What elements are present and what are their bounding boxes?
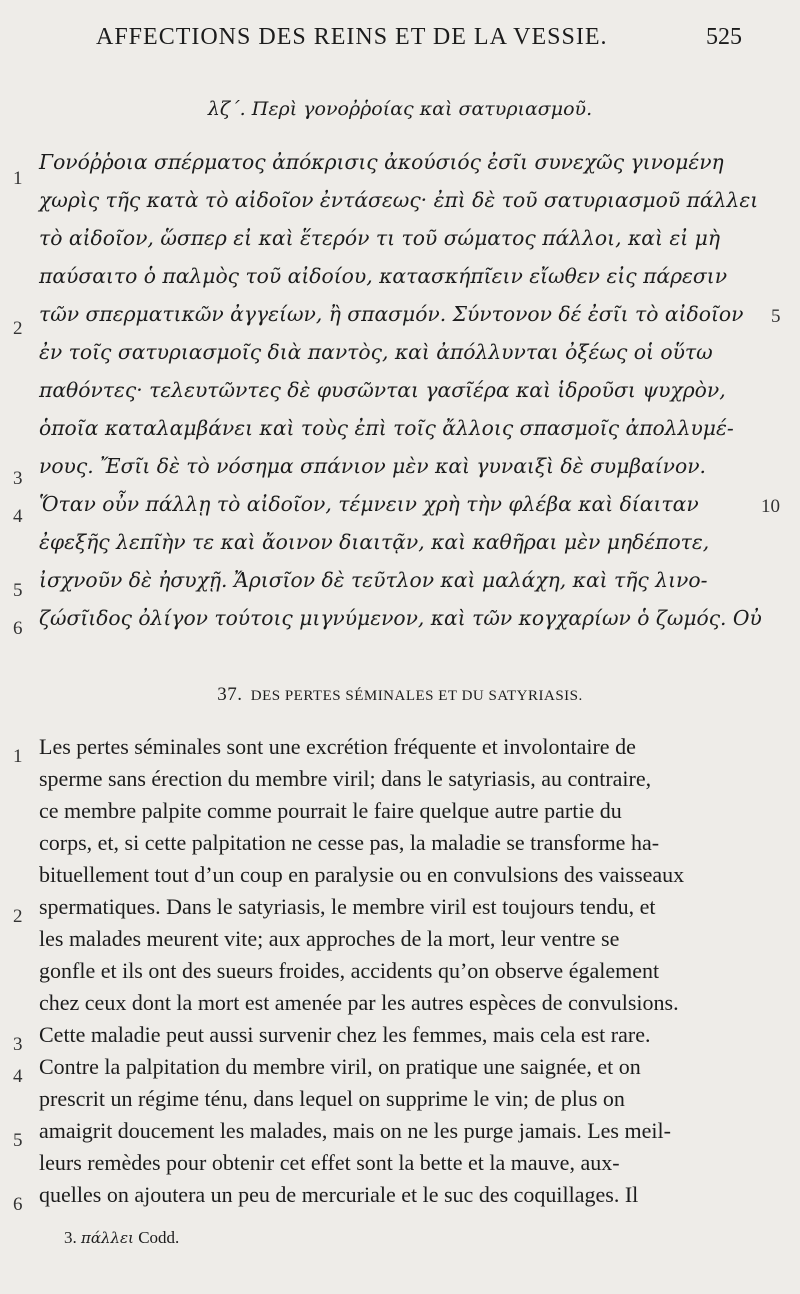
french-line: spermatiques. Dans le satyriasis, le membre viril est toujours tendu, et — [39, 894, 656, 919]
greek-line: παύσαιτο ὁ παλμὸς τοῦ αἰδοίου, κατασκήπῖειν εἴωθεν εἰς πάρεσιν — [39, 264, 728, 288]
greek-line: ζώσῖιδος ὀλίγον τούτοις μιγνύμενον, καὶ τῶν κογχαρίων ὁ ζωμός. Οὐ — [39, 606, 762, 630]
greek-line: νους. Ἔσῖι δὲ τὸ νόσημα σπάνιον μὲν καὶ γυναιξὶ δὲ συμβαίνον. — [39, 454, 706, 478]
chapter-number: 37. — [217, 684, 243, 705]
paragraph-number: 2 — [13, 318, 23, 339]
french-line: leurs remèdes pour obtenir cet effet sont la bette et la mauve, aux- — [39, 1150, 620, 1175]
french-line: prescrit un régime ténu, dans lequel on supprime le vin; de plus on — [39, 1086, 625, 1111]
paragraph-number: 3 — [13, 1034, 23, 1055]
footnote-greek-word: πάλλει — [81, 1229, 134, 1247]
footnote-abbreviation: Codd. — [138, 1228, 180, 1247]
french-line: ce membre palpite comme pourrait le faire quelque autre partie du — [39, 798, 622, 823]
greek-line: Γονόῤῥοια σπέρματος ἀπόκρισις ἀκούσιός ἐσῖι συνεχῶς γινομένη — [39, 150, 724, 174]
footnote-number: 3. — [64, 1228, 77, 1247]
french-line: bituellement tout d’un coup en paralysie ou en convulsions des vaisseaux — [39, 862, 685, 887]
greek-line: τῶν σπερματικῶν ἀγγείων, ἢ σπασμόν. Σύντονον δέ ἐσῖι τὸ αἰδοῖον — [39, 302, 744, 326]
french-line: sperme sans érection du membre viril; dans le satyriasis, au contraire, — [39, 766, 652, 791]
line-count-number: 5 — [771, 306, 781, 327]
greek-line: ἐφεξῆς λεπῖὴν τε καὶ ἄοινον διαιτᾷν, καὶ καθῆραι μὲν μηδέποτε, — [39, 530, 710, 554]
paragraph-number: 6 — [13, 1194, 23, 1215]
greek-line: ὁποῖα καταλαμβάνει καὶ τοὺς ἐπὶ τοῖς ἄλλοις σπασμοῖς ἀπολλυμέ- — [39, 416, 734, 440]
french-line: chez ceux dont la mort est amenée par les autres espèces de convulsions. — [39, 990, 679, 1015]
paragraph-number: 1 — [13, 746, 23, 767]
paragraph-number: 5 — [13, 580, 23, 601]
french-line: Cette maladie peut aussi survenir chez les femmes, mais cela est rare. — [39, 1022, 651, 1047]
paragraph-number: 6 — [13, 618, 23, 639]
french-line: quelles on ajoutera un peu de mercuriale et le suc des coquillages. Il — [39, 1182, 639, 1207]
greek-chapter-title: λζ΄. Περὶ γονοῤῥοίας καὶ σατυριασμοῦ. — [207, 98, 593, 120]
greek-line: ἰσχνοῦν δὲ ἠσυχῇ. Ἄρισῖον δὲ τεῦτλον καὶ μαλάχη, καὶ τῆς λινο- — [39, 568, 708, 592]
footnote — [64, 1228, 179, 1248]
paragraph-number: 4 — [13, 506, 23, 527]
french-line: les malades meurent vite; aux approches de la mort, leur ventre se — [39, 926, 620, 951]
french-line: gonfle et ils ont des sueurs froides, accidents qu’on observe également — [39, 958, 660, 983]
paragraph-number: 2 — [13, 906, 23, 927]
greek-line: Ὅταν οὖν πάλλῃ τὸ αἰδοῖον, τέμνειν χρὴ τὴν φλέβα καὶ δίαιταν — [39, 492, 699, 516]
running-header: AFFECTIONS DES REINS ET DE LA VESSIE. — [96, 24, 608, 50]
paragraph-number: 4 — [13, 1066, 23, 1087]
greek-line: ἐν τοῖς σατυριασμοῖς διὰ παντὸς, καὶ ἀπόλλυνται ὀξέως οἱ οὕτω — [39, 340, 713, 364]
paragraph-number: 5 — [13, 1130, 23, 1151]
paragraph-number: 1 — [13, 168, 23, 189]
greek-line: παθόντες· τελευτῶντες δὲ φυσῶνται γασῖέρα καὶ ἱδροῦσι ψυχρὸν, — [39, 378, 726, 402]
french-line: Les pertes séminales sont une excrétion fréquente et involontaire de — [39, 734, 636, 759]
greek-line: χωρὶς τῆς κατὰ τὸ αἰδοῖον ἐντάσεως· ἐπὶ δὲ τοῦ σατυριασμοῦ πάλλει — [39, 188, 759, 212]
french-line: Contre la palpitation du membre viril, on pratique une saignée, et on — [39, 1054, 641, 1079]
french-chapter-title — [0, 684, 800, 706]
chapter-title-text: DES PERTES SÉMINALES ET DU SATYRIASIS. — [250, 688, 583, 704]
french-line: corps, et, si cette palpitation ne cesse pas, la maladie se transforme ha- — [39, 830, 660, 855]
french-line: amaigrit doucement les malades, mais on ne les purge jamais. Les meil- — [39, 1118, 671, 1143]
page-number: 525 — [706, 24, 742, 50]
greek-line: τὸ αἰδοῖον, ὥσπερ εἰ καὶ ἕτερόν τι τοῦ σώματος πάλλοι, καὶ εἰ μὴ — [39, 226, 720, 250]
paragraph-number: 3 — [13, 468, 23, 489]
line-count-number: 10 — [761, 496, 780, 517]
